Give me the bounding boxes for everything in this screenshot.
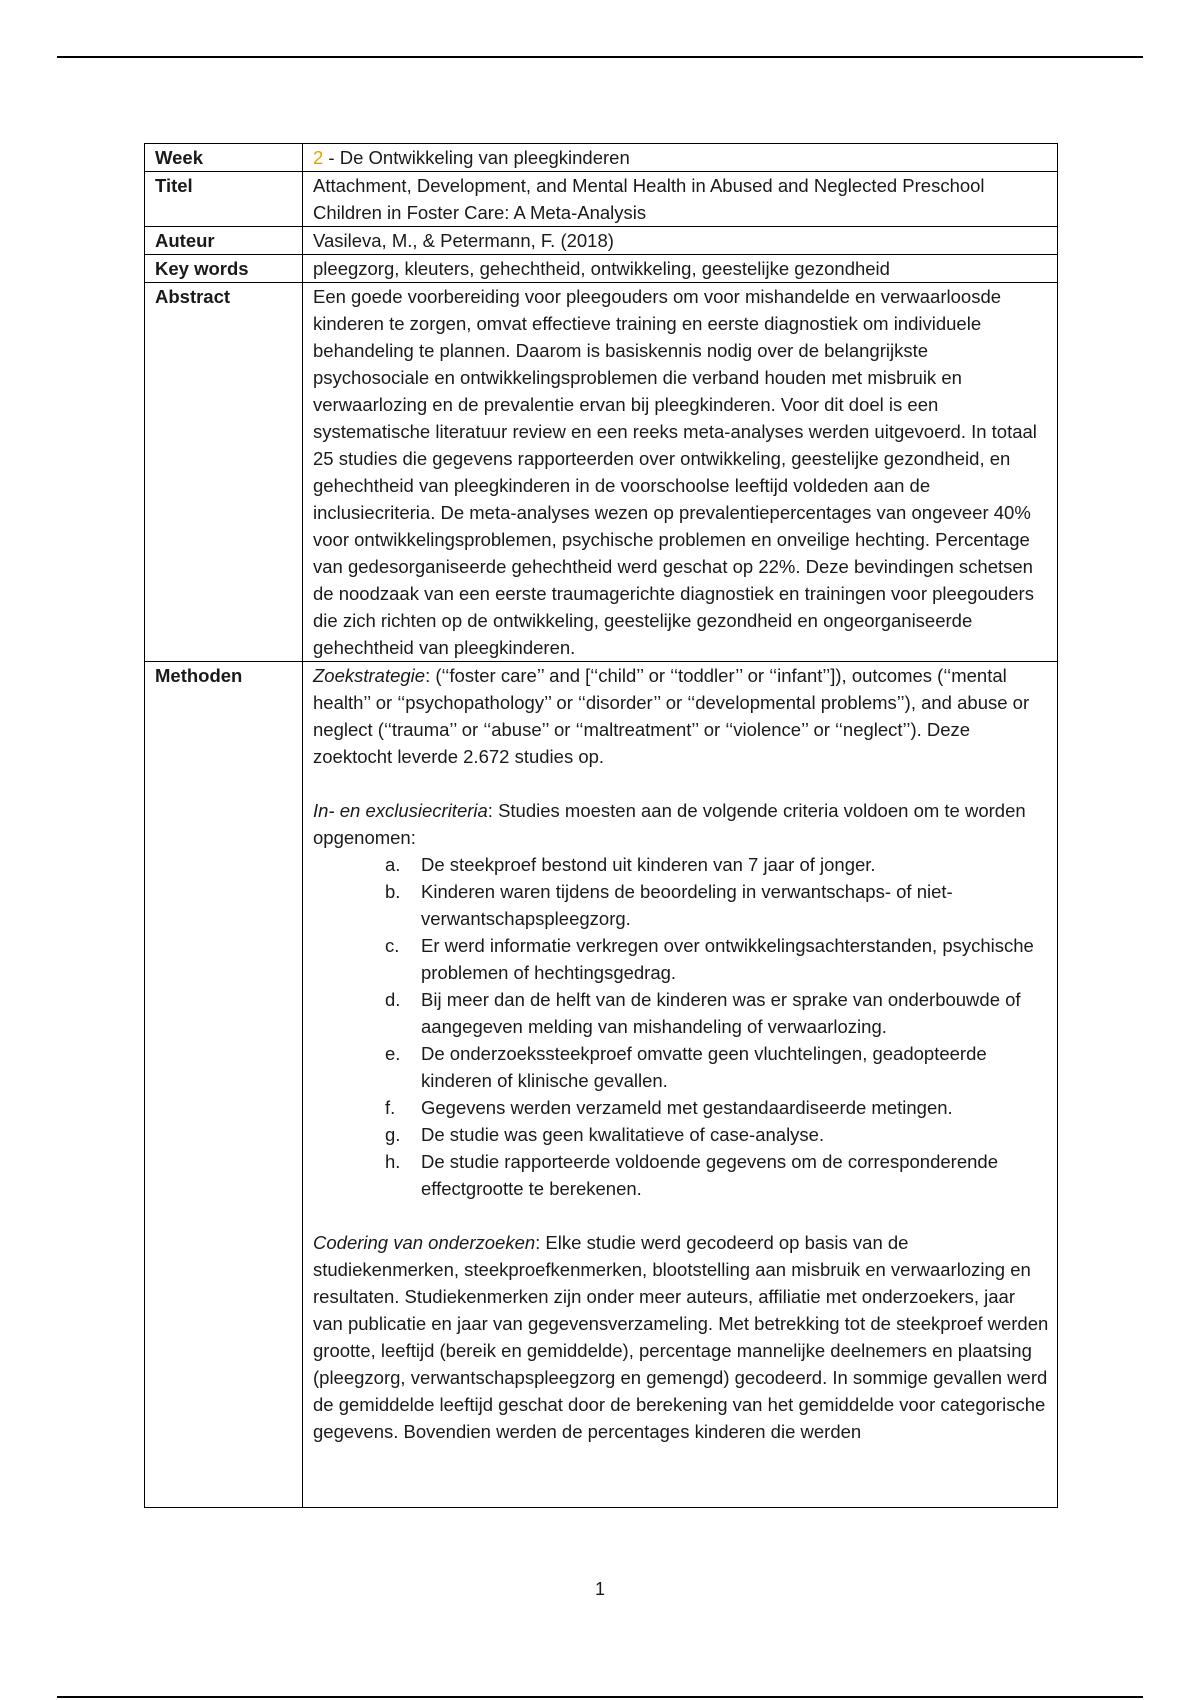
abstract-value bbox=[303, 283, 1058, 662]
coding-paragraph bbox=[313, 1229, 1049, 1445]
coding-text: : Elke studie werd gecodeerd op basis van de studiekenmerken, steekproefkenmerken, blootstelling aan misbruik en verwaarlozing en resultaten. Studiekenmerken zijn onder meer auteurs, affiliatie met onderzoekers, jaar van publicatie en jaar van gegevensverzameling. Met betrekking tot de steekproef werden grootte, leeftijd (bereik en gemiddelde), percentage mannelijke deelnemers en plaatsing (pleegzorg, verwantschapspleegzorg en gemengd) gecodeerd. In sommige gevallen werd de gemiddelde leeftijd geschat door de berekening van het gemiddelde voor categorische gegevens. Bovendien werden de percentages kinderen die werden bbox=[313, 1232, 1049, 1442]
criteria-text: Gegevens werden verzameld met gestandaardiseerde metingen. bbox=[421, 1097, 953, 1118]
criteria-marker: g. bbox=[385, 1124, 401, 1145]
criteria-intro: : Studies moesten aan de volgende criteria voldoen om te worden opgenomen: bbox=[313, 800, 1026, 848]
criteria-text: Bij meer dan de helft van de kinderen was er sprake van onderbouwde of aangegeven melding van mishandeling of verwaarlozing. bbox=[421, 989, 1021, 1037]
criteria-item bbox=[385, 1121, 1049, 1148]
abstract-text: Een goede voorbereiding voor pleegouders om voor mishandelde en verwaarloosde kinderen te zorgen, omvat effectieve training en eerste diagnostiek om individuele behandeling te plannen. Daarom is basiskennis nodig over de belangrijkste psychosociale en ontwikkelingsproblemen die verband houden met misbruik en verwaarlozing en de prevalentie ervan bij pleegkinderen. Voor dit doel is een systematische literatuur review en een reeks meta-analyses werden uitgevoerd. In totaal 25 studies die gegevens rapporteerden over ontwikkeling, geestelijke gezondheid, en gehechtheid van pleegkinderen in de voorschoolse leeftijd voldeden aan de inclusiecriteria. De meta-analyses wezen op prevalentiepercentages van ongeveer 40% voor ontwikkelingsproblemen, psychische problemen en onveilige hechting. Percentage van gedesorganiseerde gehechtheid werd geschat op 22%. Deze bevindingen schetsen de noodzaak van een eerste traumagerichte diagnostiek en trainingen voor pleegouders die zich richten op de ontwikkeling, geestelijke gezondheid en ongeorganiseerde gehechtheid van pleegkinderen. bbox=[313, 286, 1037, 658]
criteria-text: De onderzoekssteekproef omvatte geen vluchtelingen, geadopteerde kinderen of klinische gevallen. bbox=[421, 1043, 987, 1091]
week-title: - De Ontwikkeling van pleegkinderen bbox=[323, 147, 630, 168]
methoden-value bbox=[303, 662, 1058, 1508]
criteria-item bbox=[385, 1148, 1049, 1202]
criteria-item bbox=[385, 1040, 1049, 1094]
keywords-value: pleegzorg, kleuters, gehechtheid, ontwikkeling, geestelijke gezondheid bbox=[303, 255, 1058, 283]
criteria-marker: f. bbox=[385, 1097, 396, 1118]
titel-value: Attachment, Development, and Mental Health in Abused and Neglected Preschool Children in Foster Care: A Meta-Analysis bbox=[303, 172, 1058, 227]
week-label: Week bbox=[145, 144, 303, 172]
week-value bbox=[303, 144, 1058, 172]
criteria-text: De studie was geen kwalitatieve of case-analyse. bbox=[421, 1124, 825, 1145]
criteria-paragraph bbox=[313, 797, 1049, 851]
search-strategy-text: : (‘‘foster care’’ and [‘‘child’’ or ‘‘toddler’’ or ‘‘infant’’]), outcomes (‘‘mental health’’ or ‘‘psychopathology’’ or ‘‘disorder’’ or ‘‘developmental problems’’), and abuse or neglect (‘‘trauma’’ or ‘‘abuse’’ or ‘‘maltreatment’’ or ‘‘violence’’ or ‘‘neglect’’). Deze zoektocht leverde 2.672 studies op. bbox=[313, 665, 1030, 767]
criteria-item bbox=[385, 932, 1049, 986]
criteria-marker: b. bbox=[385, 881, 401, 902]
page-number: 1 bbox=[594, 1579, 605, 1599]
search-strategy-label: Zoekstrategie bbox=[313, 665, 426, 686]
row-auteur bbox=[145, 227, 1058, 255]
criteria-list bbox=[313, 851, 1049, 1202]
titel-label: Titel bbox=[145, 172, 303, 227]
criteria-marker: a. bbox=[385, 854, 401, 875]
auteur-label: Auteur bbox=[145, 227, 303, 255]
criteria-marker: d. bbox=[385, 989, 401, 1010]
criteria-text: De steekproef bestond uit kinderen van 7 jaar of jonger. bbox=[421, 854, 876, 875]
criteria-marker: e. bbox=[385, 1043, 401, 1064]
row-methoden bbox=[145, 662, 1058, 1508]
footer-rule bbox=[57, 1696, 1143, 1698]
row-week bbox=[145, 144, 1058, 172]
paragraph-gap bbox=[313, 1202, 1049, 1229]
criteria-marker: c. bbox=[385, 935, 400, 956]
criteria-marker: h. bbox=[385, 1151, 401, 1172]
search-strategy-paragraph bbox=[313, 662, 1049, 770]
criteria-item bbox=[385, 851, 1049, 878]
summary-table bbox=[144, 143, 1058, 1508]
criteria-item bbox=[385, 986, 1049, 1040]
criteria-text: Kinderen waren tijdens de beoordeling in verwantschaps- of niet-verwantschapspleegzorg. bbox=[421, 881, 953, 929]
row-abstract bbox=[145, 283, 1058, 662]
row-keywords bbox=[145, 255, 1058, 283]
keywords-label: Key words bbox=[145, 255, 303, 283]
abstract-label: Abstract bbox=[145, 283, 303, 662]
criteria-text: De studie rapporteerde voldoende gegevens om de corresponderende effectgrootte te berekenen. bbox=[421, 1151, 998, 1199]
criteria-label: In- en exclusiecriteria bbox=[313, 800, 488, 821]
auteur-value: Vasileva, M., & Petermann, F. (2018) bbox=[303, 227, 1058, 255]
criteria-item bbox=[385, 1094, 1049, 1121]
coding-label: Codering van onderzoeken bbox=[313, 1232, 536, 1253]
week-number: 2 bbox=[313, 147, 324, 168]
criteria-text: Er werd informatie verkregen over ontwikkelingsachterstanden, psychische problemen of hechtingsgedrag. bbox=[421, 935, 1034, 983]
methoden-label: Methoden bbox=[145, 662, 303, 1508]
row-titel bbox=[145, 172, 1058, 227]
header-rule bbox=[57, 56, 1143, 58]
criteria-item bbox=[385, 878, 1049, 932]
paragraph-gap bbox=[313, 770, 1049, 797]
